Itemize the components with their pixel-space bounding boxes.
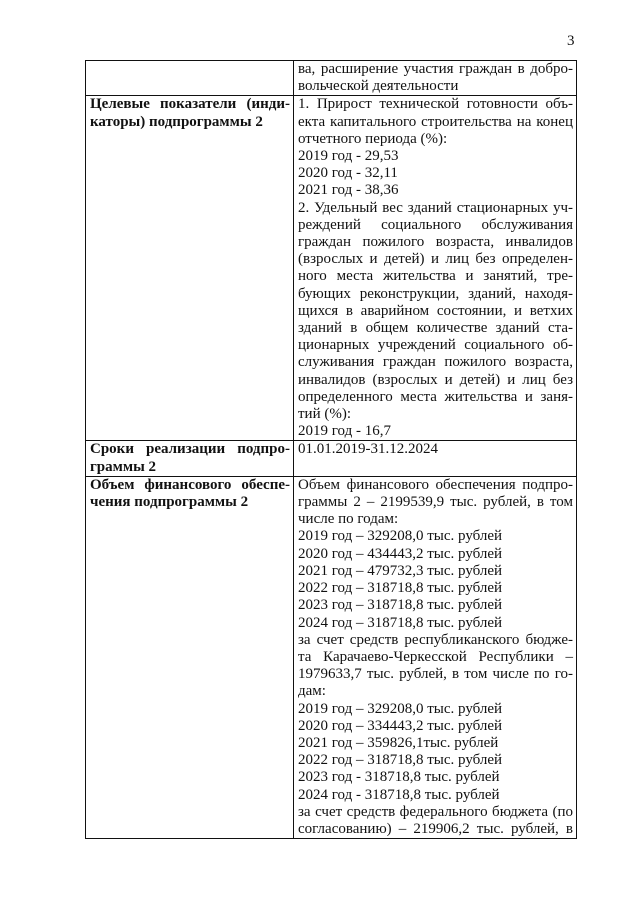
row-value-line: 2021 год - 38,36 [298,182,399,199]
row-label-cell [86,476,294,838]
row-value-line: граммы 2 – 2199539,9 тыс. рублей, в том [298,494,573,511]
row-value-cell [294,441,577,476]
row-value-line: числе по годам: [298,511,399,528]
row-label-cell [86,441,294,476]
row-value-line: реждений социального обслуживания [298,216,573,233]
row-value-line: 2019 год - 16,7 [298,423,391,440]
row-value-line: 2023 год - 318718,8 тыс. рублей [298,769,500,786]
row-value-line: зданий в общем количестве зданий ста- [298,320,573,337]
row-label-line: Сроки реализации подпро- [90,441,290,458]
page-number: 3 [567,33,575,49]
row-value-line: согласованию) – 219906,2 тыс. рублей, в [298,820,573,837]
table-row-funding-volume [86,476,577,838]
row-value-line: дам: [298,683,326,700]
row-value-line: граждан пожилого возраста, инвалидов [298,234,573,251]
passport-table [85,60,577,839]
row-value-line: 2020 год - 32,11 [298,165,398,182]
row-value-line: инвалидов (взрослых и детей) и лиц без [298,371,573,388]
row-value-line: 2020 год – 434443,2 тыс. рублей [298,545,503,562]
row-value-line: определенного места жительства и заня- [298,388,573,405]
row-value-line: 2019 год – 329208,0 тыс. рублей [298,528,503,545]
table-row-implementation-period [86,441,577,476]
row-value-line: ва, расширение участия граждан в добро- [298,61,573,77]
row-label-cell [86,96,294,441]
row-label-line: каторы) подпрограммы 2 [90,113,263,130]
row-value-line: (взрослых и детей) и лиц без определен- [298,251,573,268]
row-value-line: екта капитального строительства на конец [298,113,573,130]
row-label-line: чения подпрограммы 2 [90,494,249,511]
row-value-line: ного места жительства и занятий, тре- [298,268,573,285]
row-value-line: ционарных учреждений социального об- [298,337,573,354]
row-value-line: 2024 год - 318718,8 тыс. рублей [298,786,500,803]
row-label-cell [86,61,294,96]
row-value-line: тий (%): [298,406,352,423]
table-row-target-indicators [86,96,577,441]
row-value-line: бующих реконструкции, зданий, находя- [298,285,573,302]
row-value-line: 2020 год – 334443,2 тыс. рублей [298,717,503,734]
row-value-cell [294,61,577,96]
row-value-line: 2023 год – 318718,8 тыс. рублей [298,597,503,614]
row-value-line: 2022 год – 318718,8 тыс. рублей [298,752,503,769]
row-value-line: 2024 год – 318718,8 тыс. рублей [298,614,503,631]
row-value-line: 1979633,7 тыс. рублей, в том числе по го- [298,666,573,683]
row-value-line: служивания граждан пожилого возраста, [298,354,573,371]
row-value-line: 2019 год - 29,53 [298,148,399,165]
row-label-line: граммы 2 [90,458,157,475]
row-value-line: 2. Удельный вес зданий стационарных уч- [298,199,573,216]
row-value-cell [294,476,577,838]
row-value-cell [294,96,577,441]
row-label-line: Объем финансового обеспе- [90,476,290,493]
row-value-line: 2021 год – 359826,1тыс. рублей [298,734,499,751]
table-row-continuation [86,61,577,96]
row-value-line: та Карачаево-Черкесской Республики – [298,648,573,665]
row-value-line: за счет средств республиканского бюдже- [298,631,573,648]
row-value-line: 2021 год – 479732,3 тыс. рублей [298,562,503,579]
row-value-line: 2019 год – 329208,0 тыс. рублей [298,700,503,717]
row-value-line: 01.01.2019-31.12.2024 [298,441,438,458]
row-value-line: Объем финансового обеспечения подпро- [298,476,573,493]
row-value-line: отчетного периода (%): [298,130,448,147]
row-value-line: щихся в аварийном состоянии, и ветхих [298,302,573,319]
row-label-line: Целевые показатели (инди- [90,96,290,113]
row-value-line: 2022 год – 318718,8 тыс. рублей [298,580,503,597]
row-value-line: 1. Прирост технической готовности объ- [298,96,573,113]
table-body [86,61,577,839]
row-value-line: за счет средств федерального бюджета (по [298,803,573,820]
row-value-line: вольческой деятельности [298,78,459,95]
